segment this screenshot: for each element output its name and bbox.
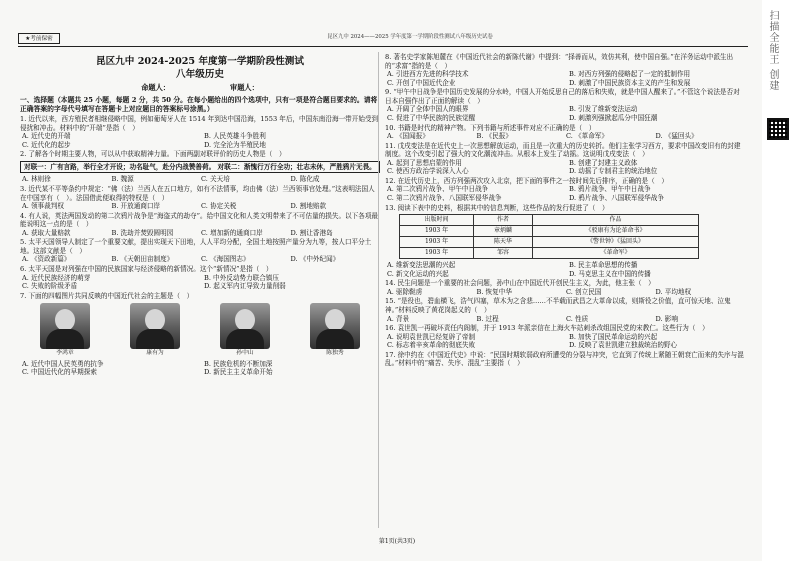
answer-option: A. 近代中国人民英勇的抗争: [22, 359, 104, 368]
answer-option: B. 人民英雄斗争胜利: [204, 132, 266, 141]
page-footer: 第1页(共3页): [378, 538, 416, 545]
answer-option: D. 动摇了专制君主的统治地位: [569, 167, 658, 176]
question-stem: 4. 有人说，英法两国发动的第二次鸦片战争是“海盗式的劫夺”。给中国文化和人类文明带来了不可估量的损失。以下各项最能说明这一点的是（ ）: [20, 211, 379, 229]
table-cell: 章炳麟: [474, 226, 533, 237]
answer-option: C. 关天培: [201, 175, 230, 184]
answer-option: A. 背景: [387, 314, 410, 323]
answer-option: A. 《国闻报》: [387, 132, 429, 141]
answer-option: C. 使西方政治学说深入人心: [387, 167, 469, 176]
answer-option: B. 鸦片战争、甲午中日战争: [569, 185, 651, 194]
answer-option: B. 中外反动势力联合镇压: [204, 273, 279, 282]
question-stem: 2. 了解各个时期主要人物，可以从中获取精神力量。下面两副对联评价的历史人物是（ ）: [20, 150, 286, 159]
option-group: [20, 202, 380, 211]
option-group: [20, 255, 380, 264]
option-group: [385, 105, 745, 122]
answer-option: D. 鸦片战争、八国联军侵华战争: [569, 194, 664, 202]
answer-option: A. 维新变法思潮的兴起: [387, 261, 456, 270]
question-stem: 11. 戊戌变法是在近代史上一次思想解放运动，而且是一次重大的历史转折。他们主张学习西方，要求中国改变旧有的封建制度。这个改变引起了强大的文化潮流冲击。从根本上发生了动摇。这说明戊戌变法（ ）: [385, 141, 741, 159]
answer-option: A. 驱除鞑虏: [387, 287, 423, 296]
answer-option: D. 马克思主义在中国的传播: [569, 269, 651, 278]
answer-option: A. 获取大量赔款: [22, 228, 71, 237]
q13-options: [385, 261, 745, 278]
question-stem: 5. 太平天国领导人制定了一个重要文献，提出实现天下田地，人人平均分配，全国土地按照产量分为九等，按人口平分土地。这部文献是（ ）: [20, 238, 372, 255]
answer-option: A. 说明袁世凯已经复辟了帝制: [387, 332, 476, 341]
question-stem: 3. 近代某不平等条约中规定：“佛（法）兰西人在五口地方，如有不法情事，均由佛（法）兰西领事官处理。”这表明法国人在中国享有（ ）。法国借此便取得的特权是（ ）: [20, 184, 375, 202]
answer-option: B. 创建了封建主义政体: [569, 158, 638, 167]
page-header: 昆区九中 2024——2025 学年度第一学期阶段性测试八年级历史试卷: [327, 34, 493, 40]
answer-option: D. 影响: [655, 314, 678, 323]
answer-option: A. 第二次鸦片战争、甲午中日战争: [387, 185, 489, 194]
answer-option: B. 民主革命思想的传播: [569, 261, 638, 270]
table-header-cell: 出版时间: [400, 215, 474, 226]
answer-option: C. 促进了中华民族的民族觉醒: [387, 113, 476, 122]
table-row: [400, 237, 699, 248]
answer-option: D. 完全沦为半殖民地: [204, 140, 266, 149]
answer-option: A. 开阔了全体中国人的眼界: [387, 105, 469, 114]
right-column: [385, 52, 745, 530]
author-line: [20, 83, 380, 92]
publication-table: [399, 214, 699, 259]
option-group: [385, 185, 745, 202]
answer-option: C. 中国近代化的早期探索: [22, 368, 97, 377]
option-group: [385, 70, 745, 87]
exam-title: 昆区九中 2024-2025 年度第一学期阶段性测试: [96, 56, 304, 67]
question-stem: 12. 在近代历史上，西方列强两次攻入北京，把下面的事件之一按时间先后排序，正确的是（ ）: [385, 176, 668, 185]
answer-option: B. 魏源: [111, 175, 134, 184]
question-stem: 8. 著名史学家陈旭麓在《中国近代社会的新陈代谢》中提到：“择善而从，效仿其利，使中国自强。”在洋务运动中派生出的“求富”指的是（ ）: [385, 53, 734, 70]
answer-option: C. 失败的阶级矛盾: [22, 282, 78, 291]
answer-option: B. 对西方列强的侵略起了一定的抵制作用: [569, 70, 691, 79]
answer-option: A. 近代史的开端: [22, 132, 71, 141]
answer-option: D. 平均地权: [655, 287, 692, 296]
answer-option: B. 《天朝田亩制度》: [111, 255, 174, 264]
portrait-photo: [130, 303, 180, 349]
table-header-cell: 作品: [532, 215, 698, 226]
answer-option: A. 引进西方先进的科学技术: [387, 70, 469, 79]
table-cell: 《革命军》: [532, 248, 698, 259]
portrait-photo: [310, 303, 360, 349]
answer-option: A. 《资政新篇》: [22, 255, 71, 264]
question-stem: 1. 近代以来，西方殖民者相继侵略中国，例如葡萄牙人在 1514 年到达中国沿海，1553 年后，中国东南沿海一带开始受到侵扰和冲击。材料中的“开端”是指（ ）: [20, 115, 379, 132]
question-stem: 6. 太平天国是对列强在中国的民族国家与经济侵略的新情况。这个“新情况”是指（ ）: [20, 265, 273, 274]
answer-option: C. 标志着辛亥革命的彻底失败: [387, 341, 476, 350]
option-group: [20, 229, 380, 238]
option-group: [385, 288, 745, 297]
option-group: [385, 315, 745, 324]
left-column: [20, 52, 380, 530]
portrait-caption: 康有为: [146, 350, 164, 357]
table-row: [400, 248, 699, 259]
table-header-row: [400, 215, 699, 226]
answer-option: D. 《中外纪闻》: [290, 255, 340, 264]
qr-code-icon: [767, 118, 789, 140]
answer-option: C. 《革命军》: [566, 132, 608, 141]
scanner-watermark: 扫描全能王 创建: [767, 10, 778, 92]
table-cell: 《警世钟》《猛回头》: [532, 237, 698, 248]
portrait-caption: 李鸿章: [56, 350, 74, 357]
right-question-list-2: [385, 279, 745, 368]
question-stem: 16. 袁世凯一再破坏责任内阁制，并于 1913 年派亲信在上海火车站刺杀改组国民党的宋教仁。这些行为（ ）: [385, 324, 709, 333]
option-group: [20, 175, 380, 184]
answer-option: B. 《民报》: [476, 132, 512, 141]
column-divider: [378, 52, 379, 528]
reviewer-label: 审题人：: [230, 83, 259, 92]
table-cell: 1903 年: [400, 237, 474, 248]
answer-option: C. 第二次鸦片战争、八国联军侵华战争: [387, 194, 502, 202]
answer-option: D. 起义军内讧导致力量削弱: [204, 282, 286, 291]
confidential-badge: ★考前保密: [18, 33, 60, 44]
option-group: [20, 274, 380, 291]
option-group: [385, 159, 745, 176]
option-group: [20, 132, 380, 149]
table-cell: 邹容: [474, 248, 533, 259]
answer-option: D. 新民主主义革命开始: [204, 368, 273, 377]
answer-option: D. 刺激了中国民族资本主义的产生和发展: [569, 78, 691, 87]
proposer-label: 命题人：: [141, 83, 170, 92]
portrait-caption: 孙中山: [236, 350, 254, 357]
table-cell: 陈天华: [474, 237, 533, 248]
portrait-captions: [20, 350, 380, 358]
answer-option: A. 林则徐: [22, 175, 51, 184]
answer-option: A. 领事裁判权: [22, 202, 64, 211]
answer-option: B. 加快了国民革命运动的兴起: [569, 332, 658, 341]
table-body: [400, 226, 699, 259]
left-question-list: [20, 115, 380, 300]
table-cell: 1903 年: [400, 248, 474, 259]
q7-options: [20, 360, 380, 377]
couplet-box: 对联一：广有言路，举行全才开设；功名耻气，赴分内战赞善荷。 对联二：渐愧行万行全功；壮志未休，严胜鸦片无畏。: [20, 161, 380, 174]
portrait-caption: 陈独秀: [326, 350, 344, 357]
question-stem: 15. “是役也，碧血横飞，浩气四塞，草木为之含悲……不半载而武昌之大革命以成，则斯役之价值，直可惊天地、泣鬼神。”材料反映了黄花岗起义的（ ）: [385, 297, 731, 314]
answer-option: D. 割地赔款: [290, 202, 327, 211]
answer-option: C. 《海国图志》: [201, 255, 250, 264]
table-cell: 《驳康有为论革命书》: [532, 226, 698, 237]
question-stem: 13. 阅读下表中的史料，根据其中的信息判断，这些作品的发行促进了（ ）: [385, 203, 609, 212]
answer-option: B. 民族危机的不断加深: [204, 359, 273, 368]
portrait-row: [20, 303, 380, 349]
answer-option: A. 起到了思想启蒙的作用: [387, 158, 462, 167]
answer-option: C. 性质: [566, 314, 589, 323]
right-question-list: [385, 53, 745, 212]
section-instructions: 一、选择题（本题共 25 小题，每题 2 分，共 50 分。在每小题给出的四个选项中，只有一项是符合题目要求的。请将正确答案的字母代号填写在答题卡上对应题目的答案标号涂黑。）: [20, 96, 378, 114]
answer-option: C. 增加新的通商口岸: [201, 228, 263, 237]
answer-option: B. 恢复中华: [476, 287, 512, 296]
option-group: [385, 333, 745, 350]
table-header-cell: 作者: [474, 215, 533, 226]
answer-option: B. 引发了维新变法运动: [569, 105, 638, 114]
answer-option: B. 过程: [476, 314, 499, 323]
answer-option: B. 洗劫并焚毁圆明园: [111, 228, 174, 237]
table-cell: 1903 年: [400, 226, 474, 237]
question-stem: 14. 民生问题是一个重要的社会问题，孙中山在中国近代开创民生主义，为此，他主张（ ）: [385, 279, 655, 288]
answer-option: D. 《猛回头》: [655, 132, 698, 141]
answer-option: B. 开放通商口岸: [111, 202, 161, 211]
table-row: [400, 226, 699, 237]
answer-option: C. 新文化运动的兴起: [387, 269, 449, 278]
answer-option: D. 反映了袁世凯建立独裁统治的野心: [569, 341, 678, 350]
question-stem: 17. 徐中约在《中国近代史》中说：“民国时期软弱政府所遭受的分裂与冲突，它直到了传统上紧随王朝衰亡而来的失序与混乱。”材料中的“痛苦、失序、混乱”主要指（ ）: [385, 350, 744, 368]
option-group: [385, 132, 745, 141]
answer-option: C. 协定关税: [201, 202, 237, 211]
answer-option: D. 刺激列强掀起瓜分中国狂潮: [569, 113, 658, 122]
header-divider: [18, 46, 748, 47]
answer-option: C. 开创了中国近代企业: [387, 78, 456, 87]
question-stem: 7. 下面的四幅图片共同反映的中国近代社会的主题是（ ）: [20, 291, 194, 300]
answer-option: C. 近代化的起步: [22, 140, 71, 149]
answer-option: A. 近代民族经济的萌芽: [22, 273, 91, 282]
answer-option: D. 陈化成: [290, 175, 320, 184]
answer-option: C. 创立民国: [566, 287, 602, 296]
answer-option: D. 割让香港岛: [290, 228, 333, 237]
portrait-photo: [40, 303, 90, 349]
question-stem: 10. 书籍是时代的精神产物。下列书籍与所述事件对应不正确的是（ ）: [385, 123, 596, 132]
question-stem: 9. “甲午中日战争是中国历史发展的分水岭，中国人开始反思自己的落后和失败，就是中国人醒来了。”不管这个说法是否对日本自强作出了正面的解读（ ）: [385, 88, 740, 105]
portrait-photo: [220, 303, 270, 349]
exam-subtitle: 八年级历史: [176, 69, 224, 80]
